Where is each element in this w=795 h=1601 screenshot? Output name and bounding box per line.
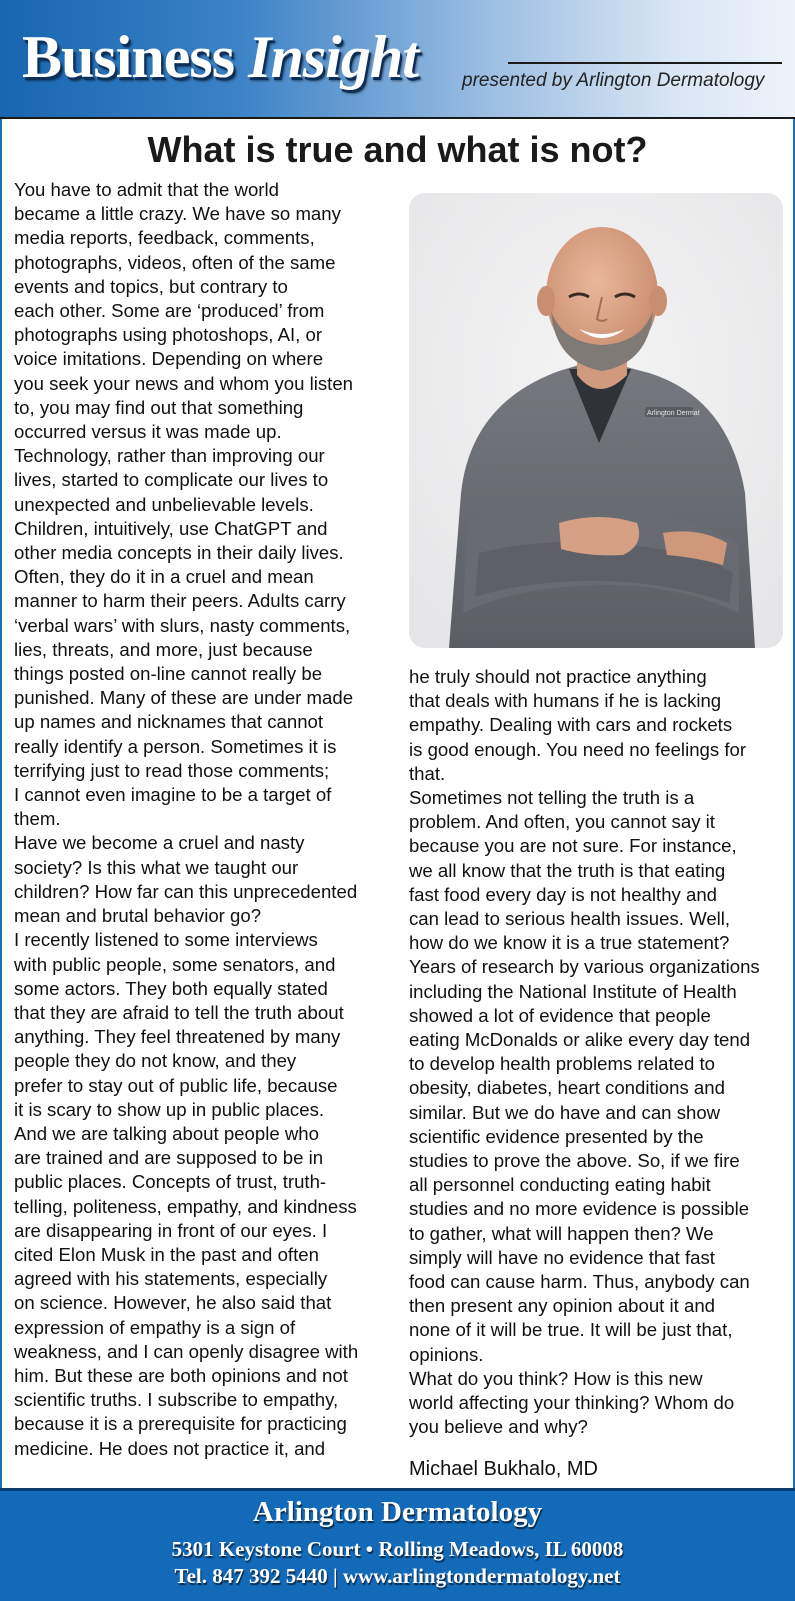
article-text-line: similar. But we do have and can show [409,1101,721,1123]
article-text-line: Sometimes not telling the truth is a [409,787,695,809]
author-photo [409,193,783,648]
article-text-line: can lead to serious health issues. Well, [409,908,731,930]
article-text-line: scientific evidence presented by the [409,1125,704,1147]
article-text-line: cited Elon Musk in the past and often [14,1243,319,1265]
article-text-line: he truly should not practice anything [409,666,707,687]
article-text-line: occurred versus it was made up. [14,421,282,443]
article-text-line: are trained and are supposed to be in [14,1147,324,1169]
article-text-line: lies, threats, and more, just because [14,638,313,660]
article-text-line: I cannot even imagine to be a target of [14,784,332,806]
article-text-line: terrifying just to read those comments; [14,759,330,781]
footer-banner [0,1488,795,1601]
article-left-column [14,178,358,1461]
article-text-line: because it is a prerequisite for practicing [14,1413,347,1435]
article-text-line: children? How far can this unprecedented [14,880,358,902]
article-text-line: mean and brutal behavior go? [14,905,262,927]
article-text-line: ‘verbal wars’ with slurs, nasty comments, [14,614,351,636]
brand-title-business: Business [22,24,235,90]
article-text-line: empathy. Dealing with cars and rockets [409,714,733,736]
article-text-line: each other. Some are ‘produced’ from [14,300,325,322]
header-divider [0,117,795,119]
article-text-line: we all know that the truth is that eating [409,859,726,881]
article-text-line: to gather, what will happen then? We [409,1222,714,1244]
header-rule [508,62,782,64]
footer-contact: Tel. 847 392 5440 | www.arlingtondermatology.net [174,1564,621,1588]
article-text-line: What do you think? How is this new [409,1367,703,1389]
article-text-line: eating McDonalds or alike every day tend [409,1029,751,1051]
article-text-line: you seek your news and whom you listen [14,372,353,394]
article-text-line: that they are afraid to tell the truth about [14,1001,344,1023]
brand-title-insight: Insight [248,24,418,90]
article-text-line: unexpected and unbelievable levels. [14,493,314,515]
article-text-line: And we are talking about people who [14,1122,319,1144]
article-text-line: weakness, and I can openly disagree with [14,1340,359,1362]
article-text-line: people they do not know, and they [14,1050,297,1072]
article-text-line: became a little crazy. We have so many [14,203,341,225]
article-text-line: Technology, rather than improving our [14,445,325,467]
article-text-line: really identify a person. Sometimes it is [14,735,337,757]
article-text-line: photographs, videos, often of the same [14,251,336,273]
article-text-line: I recently listened to some interviews [14,929,318,951]
article-text-line: Often, they do it in a cruel and mean [14,566,314,588]
article-text-line: scientific truths. I subscribe to empathy, [14,1389,339,1411]
article-text-line: telling, politeness, empathy, and kindness [14,1195,357,1217]
article-text-line: problem. And often, you cannot say it [409,811,715,833]
article-right-column [409,665,760,1440]
article-text-line: to, you may find out that something [14,396,304,418]
header-banner [0,0,795,118]
article-text-line: society? Is this what we taught our [14,856,299,878]
article-text-line: that. [409,762,446,784]
article-text-line: anything. They feel threatened by many [14,1026,341,1048]
article-text-line: manner to harm their peers. Adults carry [14,590,346,612]
article-text-line: Children, intuitively, use ChatGPT and [14,517,328,539]
article-text-line: him. But these are both opinions and not [14,1364,348,1386]
article-text-line: obesity, diabetes, heart conditions and [409,1077,725,1099]
article-text-line: is good enough. You need no feelings for [409,738,747,760]
footer-address: 5301 Keystone Court • Rolling Meadows, IL 60008 [171,1537,624,1561]
article-text-line: on science. However, he also said that [14,1292,332,1314]
article-text-line: Years of research by various organizations [409,956,760,978]
article-text-line: up names and nicknames that cannot [14,711,324,733]
article-text-line: how do we know it is a true statement? [409,932,730,954]
article-text-line: to develop health problems related to [409,1053,715,1075]
article-text-line: showed a lot of evidence that people [409,1004,711,1026]
article-text-line: media reports, feedback, comments, [14,227,315,249]
article-text-line: then present any opinion about it and [409,1295,715,1317]
article-text-line: none of it will be true. It will be just that, [409,1319,733,1341]
article-text-line: including the National Institute of Health [409,980,737,1002]
article-text-line: prefer to stay out of public life, because [14,1074,338,1096]
article-text-line: with public people, some senators, and [14,953,336,975]
article-text-line: fast food every day is not healthy and [409,883,718,905]
article-text-line: punished. Many of these are under made [14,687,354,709]
article-text-line: some actors. They both equally stated [14,977,328,999]
article-text-line: studies to prove the above. So, if we fire [409,1150,740,1172]
article-text-line: voice imitations. Depending on where [14,348,324,370]
article-text-line: all personnel conducting eating habit [409,1174,711,1196]
article-text-line: public places. Concepts of trust, truth- [14,1171,327,1193]
article-text-line: medicine. He does not practice it, and [14,1437,326,1459]
article-text-line: opinions. [409,1343,484,1365]
article-text-line: Have we become a cruel and nasty [14,832,305,854]
article-text-line: them. [14,808,61,830]
article-text-line: that deals with humans if he is lacking [409,690,722,712]
article-text-line: agreed with his statements, especially [14,1268,328,1290]
brand-title [22,22,418,92]
article-text-line: lives, started to complicate our lives to [14,469,329,491]
article-text-line: photographs using photoshops, AI, or [14,324,323,346]
footer-practice-name: Arlington Dermatology [252,1496,543,1528]
article-text-line: are disappearing in front of our eyes. I [14,1219,328,1241]
article-text-line: because you are not sure. For instance, [409,835,737,857]
article-text-line: you believe and why? [409,1416,588,1438]
article-text-line: studies and no more evidence is possible [409,1198,750,1220]
article-title: What is true and what is not? [147,129,648,170]
scrub-logo-text: Arlington Dermat [647,410,700,417]
presented-by: presented by Arlington Dermatology [462,70,765,91]
article-text-line: You have to admit that the world [14,179,279,200]
article-text-line: other media concepts in their daily lives. [14,542,344,564]
article-text-line: simply will have no evidence that fast [409,1246,715,1268]
author-signature: Michael Bukhalo, MD [409,1458,598,1480]
article-text-line: expression of empathy is a sign of [14,1316,296,1338]
article-text-line: food can cause harm. Thus, anybody can [409,1271,750,1293]
article-text-line: things posted on-line cannot really be [14,663,323,685]
article-text-line: events and topics, but contrary to [14,275,288,297]
article-text-line: world affecting your thinking? Whom do [409,1392,735,1414]
article-text-line: it is scary to show up in public places. [14,1098,325,1120]
